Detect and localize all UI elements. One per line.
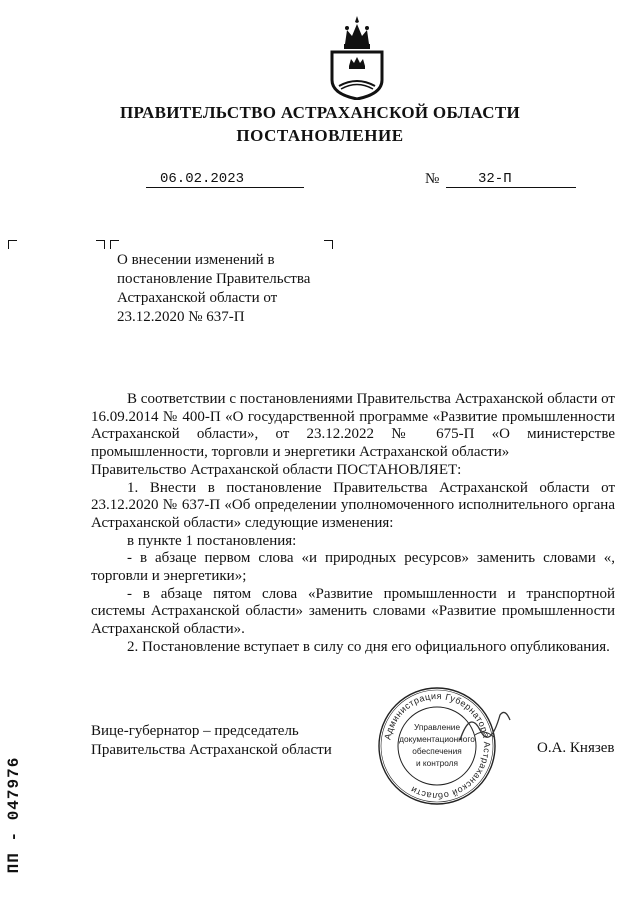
item-1-subparagraph: в пункте 1 постановления: [127,532,297,549]
item-1-change-a: - в абзаце первом слова «и природных ресурсов» заменить словами «, торговли и энергетики»; [91,550,615,585]
stamp-ring-text: Администрация Губернатора Астраханской области [382,690,493,802]
number-label: № [425,171,440,187]
signatory-position-line-1: Вице-губернатор – председатель [91,723,299,739]
document-body [91,391,615,657]
preamble-paragraph: В соответствии с постановлениями Правительства Астраханской области от 16.09.2014 № 400-П «О государственной программе «Развитие промышленности Астраханской области», от 23.12.2022 № 675-П «О министерстве промышленности, торговли и энергетики Астраханской области» [91,391,615,461]
serial-number-text: ПП - 047976 [5,756,23,874]
corner-bracket-mid-right [110,240,119,249]
item-1-change-b: - в абзаце пятом слова «Развитие промышленности и транспортной системы Астраханской области» заменить словами «Развитие промышленности Астраханской области». [91,585,615,638]
corner-bracket-right [324,240,333,249]
government-title: ПРАВИТЕЛЬСТВО АСТРАХАНСКОЙ ОБЛАСТИ [120,103,520,122]
item-1-paragraph: 1. Внести в постановление Правительства Астраханской области от 23.12.2020 № 637-П «Об определении уполномоченного исполнительного органа Астраханской области» следующие изменения: [91,479,615,531]
signatory-position [91,722,332,760]
coat-of-arms-icon [327,14,387,100]
document-date: 06.02.2023 [146,171,304,188]
document-subject: О внесении изменений в постановление Правительства Астраханской области от 23.12.2020 № 637-П [117,252,311,325]
corner-bracket-left [8,240,17,249]
form-serial-number [0,755,36,875]
document-type-title: ПОСТАНОВЛЕНИЕ [236,126,404,145]
stamp-line-1: Управление [413,722,461,732]
corner-bracket-mid-left [96,240,105,249]
signatory-position-line-2: Правительства Астраханской области [91,742,332,758]
stamp-line-3: обеспечения [412,746,462,756]
stamp-line-4: и контроля [415,758,459,768]
item-2-paragraph: 2. Постановление вступает в силу со дня его официального опубликования. [127,638,610,655]
handwritten-signature [455,700,515,750]
document-number: 32-П [446,171,576,188]
signatory-name: О.А. Князев [537,740,615,756]
stamp-line-2: документационного [399,734,475,744]
resolves-paragraph: Правительство Астраханской области ПОСТАНОВЛЯЕТ: [91,461,462,478]
